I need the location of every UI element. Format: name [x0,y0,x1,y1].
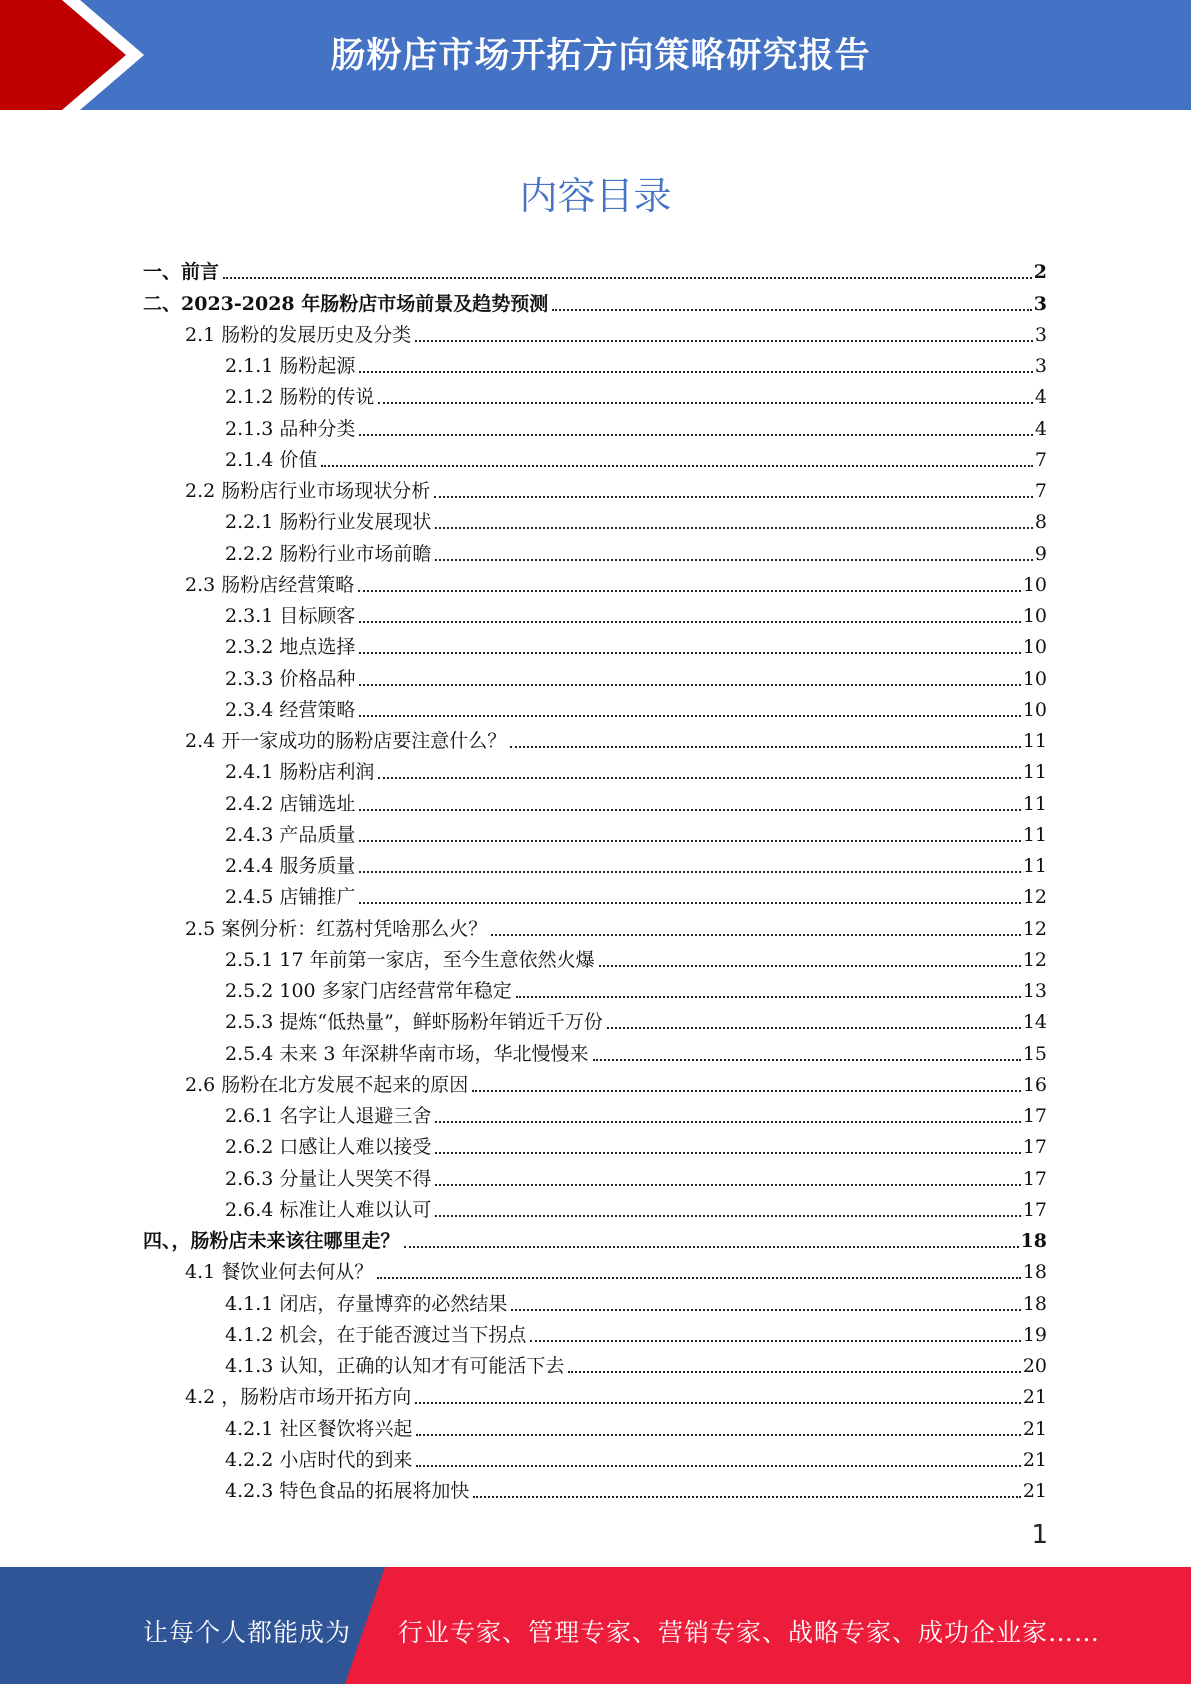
toc-entry-page: 11 [1022,792,1047,815]
toc-entry-page: 11 [1022,761,1047,784]
toc-entry[interactable] [143,659,1047,690]
toc-entry[interactable] [143,441,1047,472]
toc-dot-leader [223,277,1032,279]
toc-dot-leader [435,527,1033,529]
toc-dot-leader [472,1090,1021,1092]
toc-entry-page: 10 [1022,605,1047,627]
toc-entry-page: 11 [1022,730,1047,752]
toc-entry[interactable] [143,1159,1047,1190]
toc-entry-label: 2.5.3 提炼“低热量”，鲜虾肠粉年销近千万份 [225,1011,603,1034]
toc-entry-label: 2.3.1 目标顾客 [225,605,356,627]
toc-entry-page: 4 [1034,417,1047,440]
toc-entry-page: 3 [1034,355,1047,377]
toc-dot-leader [359,621,1020,623]
toc-entry-page: 12 [1022,917,1047,940]
toc-entry-page: 9 [1034,542,1047,565]
toc-entry[interactable] [143,1409,1047,1440]
toc-entry-page: 17 [1022,1167,1047,1190]
toc-dot-leader [607,1027,1021,1029]
toc-entry-label: 二、2023-2028 年肠粉店市场前景及趋势预测 [143,292,549,315]
toc-dot-leader [359,809,1020,811]
toc-entry[interactable] [143,909,1047,940]
toc-entry-page: 11 [1022,855,1047,877]
toc-entry-label: 2.6.3 分量让人哭笑不得 [225,1167,432,1190]
toc-entry-label: 四、，肠粉店未来该往哪里走？ [143,1230,400,1252]
toc-entry-page: 18 [1020,1230,1047,1252]
toc-entry-label: 2.4.3 产品质量 [225,823,356,846]
toc-entry-label: 一、前言 [143,261,220,284]
toc-entry[interactable] [143,1284,1047,1315]
toc-entry[interactable] [143,566,1047,597]
toc-entry[interactable] [143,1222,1047,1253]
toc-dot-leader [378,402,1033,404]
toc-entry-label: 4.2.2 小店时代的到来 [225,1448,413,1471]
toc-entry[interactable] [143,722,1047,753]
toc-entry[interactable] [143,972,1047,1003]
footer-slogan: 让每个人都能成为 [143,1618,352,1647]
toc-entry[interactable] [143,941,1047,972]
toc-entry[interactable] [143,534,1047,565]
toc-dot-leader [359,715,1020,717]
toc-entry[interactable] [143,597,1047,628]
toc-entry-label: 4.2.3 特色食品的拓展将加快 [225,1480,470,1502]
toc-entry[interactable] [143,1441,1047,1472]
toc-entry-page: 14 [1022,1011,1047,1034]
toc-entry[interactable] [143,1378,1047,1409]
page-footer [0,1567,1191,1684]
toc-entry-label: 2.2.1 肠粉行业发展现状 [225,511,432,534]
toc-entry[interactable] [143,784,1047,815]
toc-dot-leader [530,1340,1020,1342]
toc-entry-page: 10 [1022,698,1047,721]
toc-entry-page: 8 [1034,511,1047,534]
toc-entry[interactable] [143,347,1047,378]
toc-entry-page: 21 [1022,1386,1047,1409]
toc-entry-label: 2.1.1 肠粉起源 [225,355,356,377]
toc-entry[interactable] [143,1003,1047,1034]
toc-entry[interactable] [143,1347,1047,1378]
toc-dot-leader [359,652,1020,654]
toc-entry[interactable] [143,816,1047,847]
toc-entry-page: 7 [1034,448,1047,471]
toc-entry-page: 18 [1022,1292,1047,1315]
toc-entry-page: 3 [1033,292,1047,315]
toc-dot-leader [434,496,1033,498]
toc-entry-label: 2.6.2 口感让人难以接受 [225,1136,432,1159]
toc-entry-page: 17 [1022,1198,1047,1221]
toc-entry-page: 20 [1022,1355,1047,1377]
toc-entry[interactable] [143,1066,1047,1097]
toc-dot-leader [435,1152,1020,1154]
toc-entry[interactable] [143,253,1047,284]
toc-entry-label: 2.1.2 肠粉的传说 [225,386,375,409]
toc-entry-label: 2.5.2 100 多家门店经营常年稳定 [225,980,512,1002]
toc-entry[interactable] [143,1253,1047,1284]
toc-entry-page: 17 [1022,1136,1047,1159]
toc-entry-page: 3 [1034,323,1047,346]
toc-entry[interactable] [143,503,1047,534]
toc-entry-label: 2.4 开一家成功的肠粉店要注意什么？ [185,730,507,752]
toc-entry-label: 2.6.4 标准让人难以认可 [225,1198,432,1221]
toc-dot-leader [568,1371,1020,1373]
toc-entry[interactable] [143,472,1047,503]
table-of-contents [143,253,1047,1503]
toc-entry-label: 2.5.1 17 年前第一家店，至今生意依然火爆 [225,948,595,971]
toc-heading: 内容目录 [519,174,672,218]
toc-entry-label: 2.4.5 店铺推广 [225,886,356,909]
toc-dot-leader [359,840,1020,842]
toc-dot-leader [416,1434,1020,1436]
toc-entry-label: 4.1.2 机会，在于能否渡过当下拐点 [225,1323,527,1346]
page-header [0,0,1191,110]
toc-entry-label: 2.5 案例分析：红荔村凭啥那么火？ [185,917,488,940]
toc-entry-label: 2.3.3 价格品种 [225,667,356,690]
toc-entry-label: 2.4.4 服务质量 [225,855,356,877]
toc-entry-label: 4.2.1 社区餐饮将兴起 [225,1417,413,1440]
toc-entry-label: 2.3.2 地点选择 [225,636,356,659]
toc-dot-leader [359,371,1033,373]
toc-entry[interactable] [143,409,1047,440]
toc-dot-leader [510,746,1021,748]
toc-entry-label: 2.1 肠粉的发展历史及分类 [185,323,412,346]
toc-entry[interactable] [143,847,1047,878]
toc-dot-leader [359,871,1020,873]
toc-entry-label: 2.4.2 店铺选址 [225,792,356,815]
toc-dot-leader [516,996,1021,998]
toc-dot-leader [358,590,1021,592]
toc-entry-label: 2.2.2 肠粉行业市场前瞻 [225,542,432,565]
toc-dot-leader [359,902,1020,904]
toc-entry-label: 4.2 ，肠粉店市场开拓方向 [185,1386,412,1409]
toc-entry-page: 21 [1022,1480,1047,1502]
toc-entry-page: 15 [1022,1042,1047,1065]
toc-entry[interactable] [143,1316,1047,1347]
toc-dot-leader [593,1059,1021,1061]
toc-entry-page: 21 [1022,1417,1047,1440]
toc-dot-leader [415,340,1033,342]
toc-entry-page: 10 [1022,667,1047,690]
page-number: 1 [1031,1520,1048,1550]
toc-dot-leader [599,965,1021,967]
toc-entry[interactable] [143,878,1047,909]
report-title: 肠粉店市场开拓方向策略研究报告 [330,36,871,76]
toc-dot-leader [511,1309,1020,1311]
toc-entry-page: 21 [1022,1448,1047,1471]
toc-entry-label: 2.4.1 肠粉店利润 [225,761,375,784]
toc-entry-label: 2.2 肠粉店行业市场现状分析 [185,480,431,502]
toc-entry-label: 2.1.3 品种分类 [225,417,356,440]
toc-entry[interactable] [143,691,1047,722]
toc-entry-label: 4.1.3 认知，正确的认知才有可能活下去 [225,1355,565,1377]
toc-entry[interactable] [143,378,1047,409]
toc-entry-page: 16 [1022,1073,1047,1096]
toc-entry[interactable] [143,628,1047,659]
toc-entry[interactable] [143,1128,1047,1159]
toc-dot-leader [377,1277,1021,1279]
toc-dot-leader [415,1402,1021,1404]
toc-entry-label: 2.3 肠粉店经营策略 [185,573,355,596]
toc-entry[interactable] [143,1191,1047,1222]
toc-entry-page: 11 [1022,823,1047,846]
toc-dot-leader [435,559,1033,561]
toc-entry-page: 12 [1022,886,1047,909]
toc-entry-page: 19 [1022,1323,1047,1346]
toc-dot-leader [435,1184,1020,1186]
toc-entry-label: 2.5.4 未来 3 年深耕华南市场，华北慢慢来 [225,1042,589,1065]
toc-entry-page: 10 [1022,636,1047,659]
toc-entry-page: 10 [1022,573,1047,596]
toc-entry[interactable] [143,1472,1047,1503]
toc-entry-label: 2.6 肠粉在北方发展不起来的原因 [185,1073,469,1096]
footer-roles: 行业专家、管理专家、营销专家、战略专家、成功企业家…… [398,1618,1101,1647]
toc-dot-leader [473,1496,1020,1498]
toc-dot-leader [435,1215,1020,1217]
toc-entry-label: 2.1.4 价值 [225,448,318,471]
toc-entry-page: 7 [1034,480,1047,502]
toc-dot-leader [552,309,1032,311]
toc-entry-page: 13 [1022,980,1047,1002]
toc-dot-leader [378,777,1020,779]
toc-dot-leader [491,934,1021,936]
toc-entry-page: 4 [1034,386,1047,409]
toc-entry-page: 17 [1022,1105,1047,1127]
toc-dot-leader [359,684,1020,686]
toc-dot-leader [359,434,1033,436]
toc-entry[interactable] [143,753,1047,784]
toc-entry-label: 4.1.1 闭店，存量博弈的必然结果 [225,1292,508,1315]
toc-dot-leader [416,1465,1020,1467]
toc-entry[interactable] [143,1034,1047,1065]
toc-entry-label: 2.3.4 经营策略 [225,698,356,721]
toc-entry-page: 12 [1022,948,1047,971]
toc-entry-label: 2.6.1 名字让人退避三舍 [225,1105,432,1127]
toc-entry[interactable] [143,316,1047,347]
toc-dot-leader [404,1246,1019,1248]
toc-dot-leader [321,465,1033,467]
toc-entry-page: 18 [1022,1261,1047,1284]
toc-entry[interactable] [143,1097,1047,1128]
toc-entry-label: 4.1 餐饮业何去何从？ [185,1261,374,1284]
toc-dot-leader [435,1121,1020,1123]
toc-entry[interactable] [143,284,1047,315]
toc-entry-page: 2 [1033,261,1047,284]
